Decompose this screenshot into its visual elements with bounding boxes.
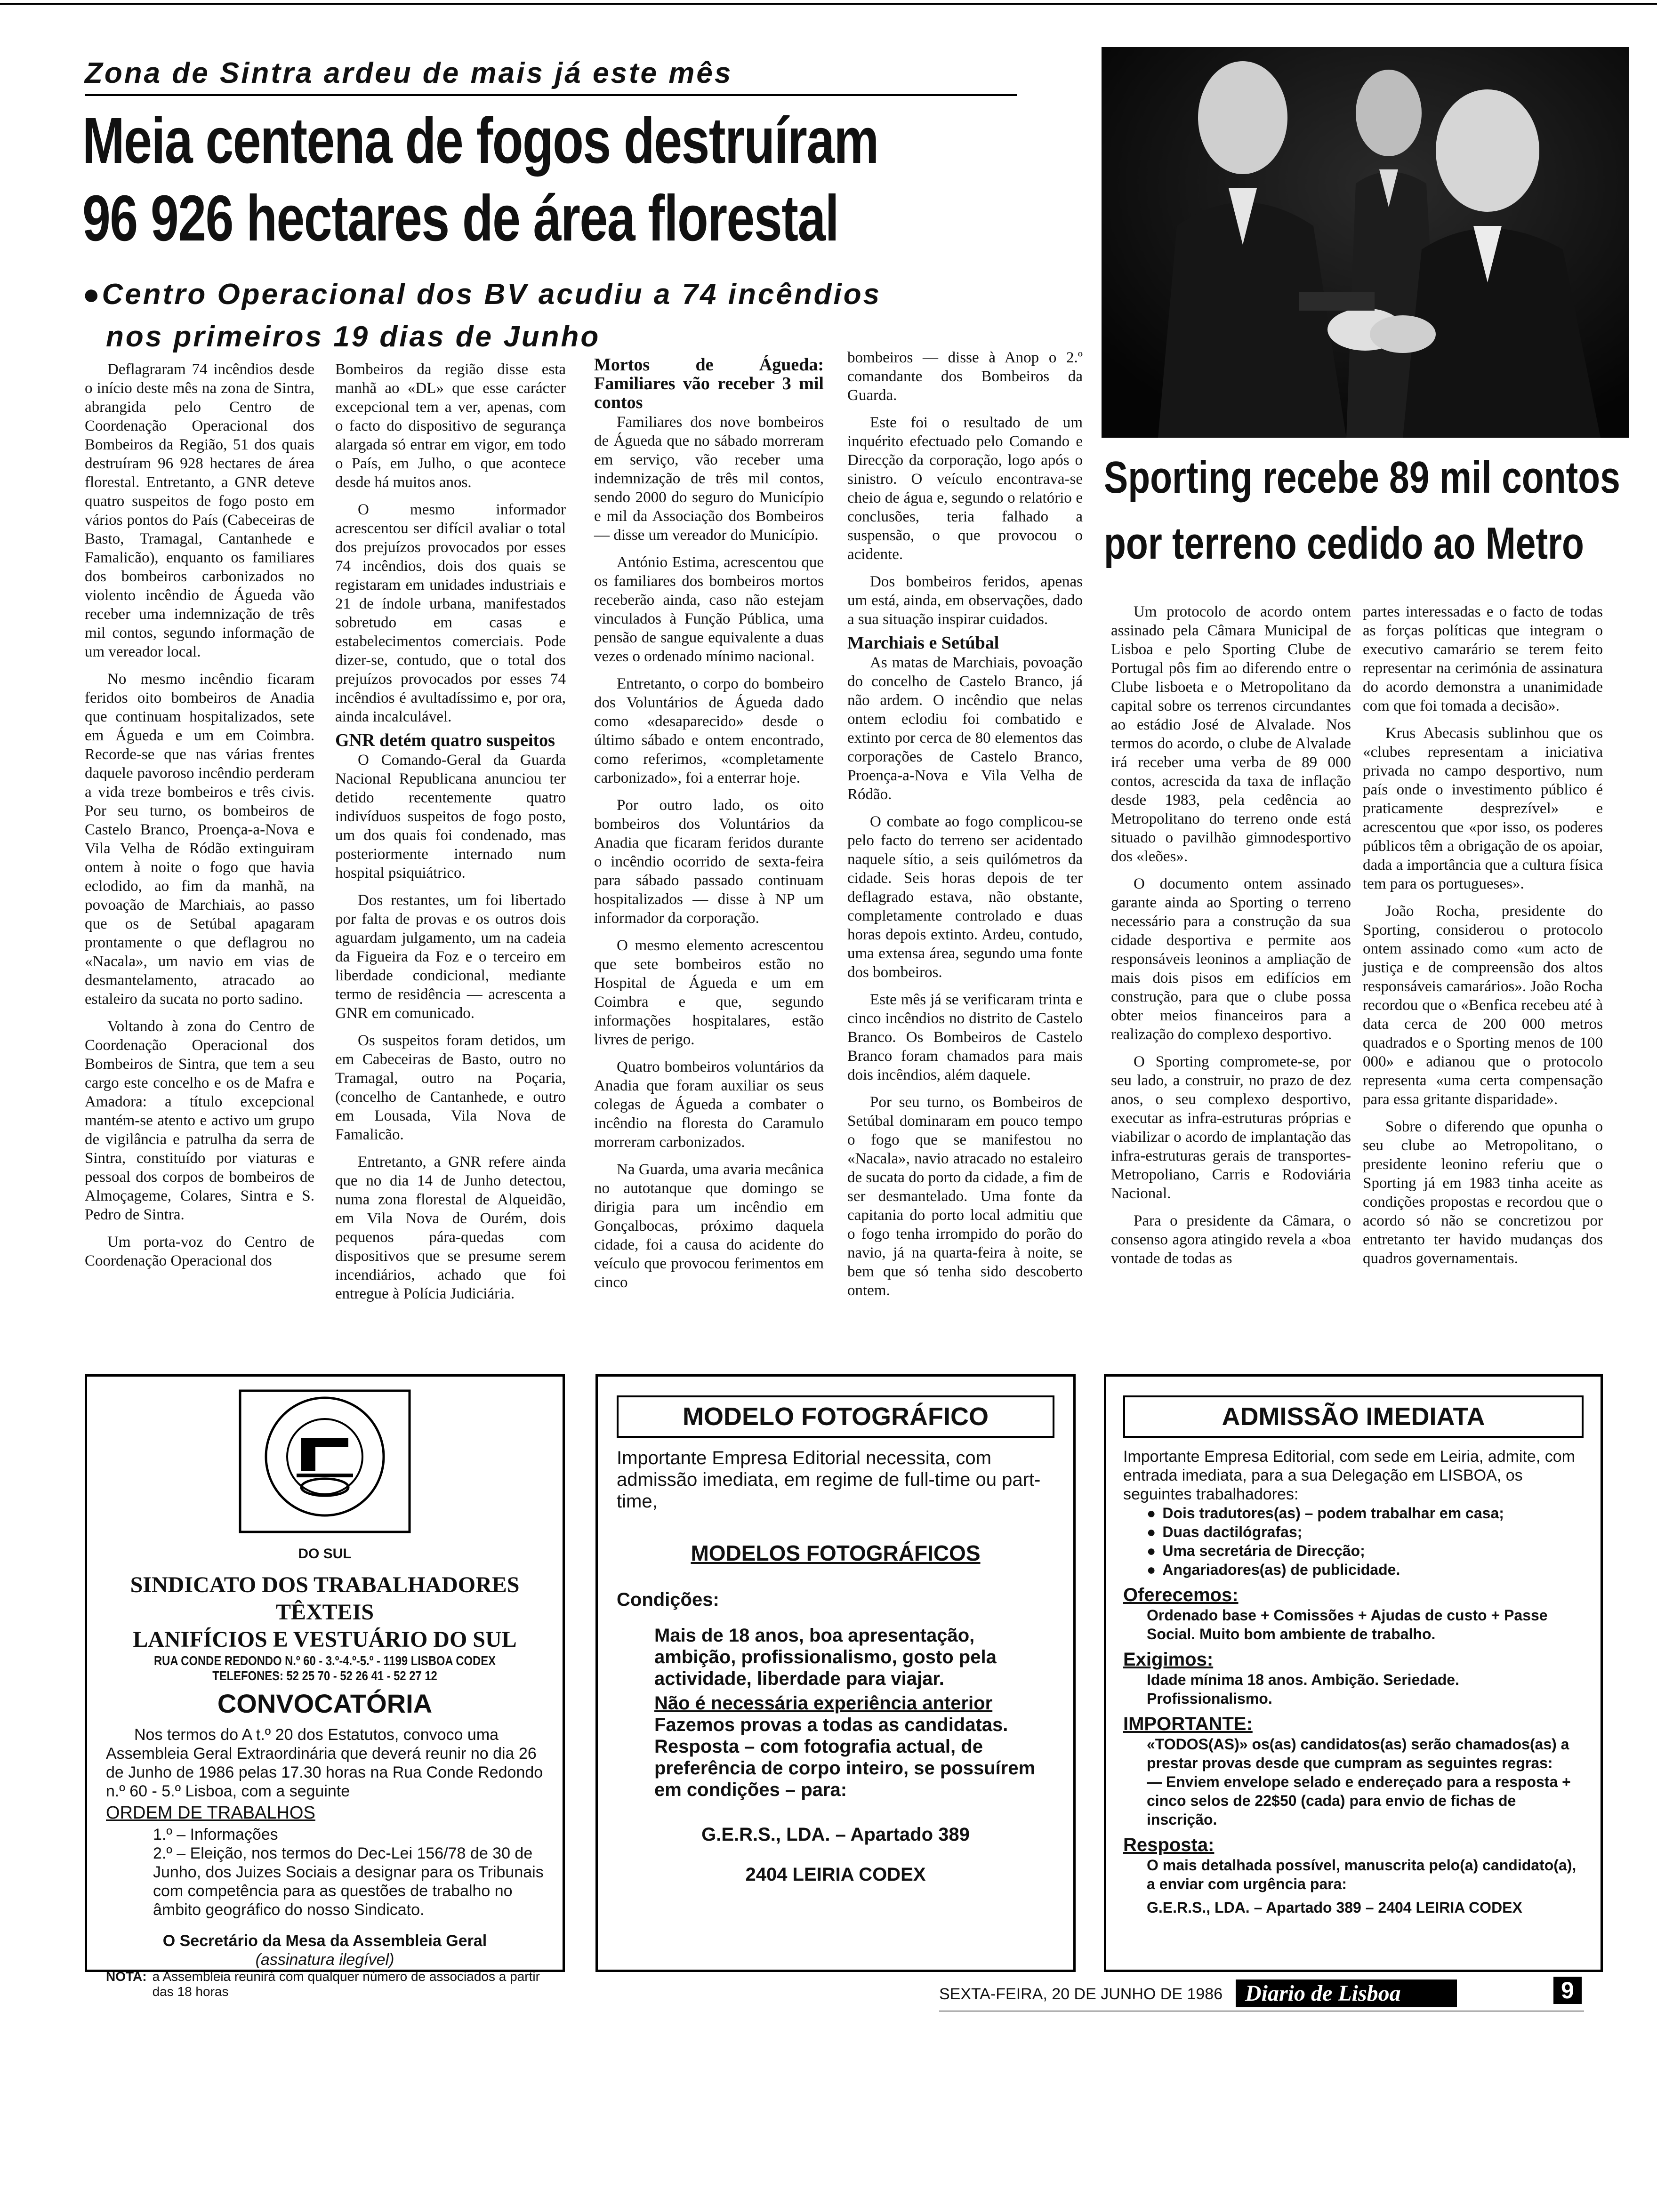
paragraph: No mesmo incêndio ficaram feridos oito bombeiros de Anadia que continuam hospitalizados, sete em Águeda e um em Coimbra. Recorde-se que nas várias frentes daquele pavoroso incêndio perderam a vida treze bombeiros e três civis. Por seu turno, os bombeiros de Castelo Branco, Proença-a-Nova e Vila Velha de Ródão extinguiram ontem à noite o fogo que havia eclodido, ao fim da manhã, na povoação de Marchiais, ao passo que os de Setúbal apagaram prontamente o que deflagrou no «Nacala», um navio em vias de desmantelamento, atracado ao estaleiro da sucata no porto sadino. [85, 671, 314, 1008]
sporting-column-1 [1111, 602, 1351, 1268]
paragraph: bombeiros — disse à Anop o 2.º comandante dos Bombeiros da Guarda. [847, 349, 1083, 404]
paragraph: Dos restantes, um foi libertado por falta de provas e os outros dois aguardam julgamento, um na cadeia da Figueira da Foz e o terceiro em liberdade condicional, mediante termo de residência — acrescenta a GNR em comunicado. [335, 892, 566, 1022]
paragraph: Por outro lado, os oito bombeiros dos Voluntários da Anadia que ficaram feridos durante o incêndio ocorrido de sexta-feira para sábado passado continuam hospitalizados — disse à NP um informador da corporação. [594, 797, 824, 927]
paragraph: O Comando-Geral da Guarda Nacional Republicana anunciou ter detido recentemente quatro indivíduos suspeitos de fogo posto, um dos quais foi condenado, mas posteriormente internado num hospital psiquiátrico. [335, 752, 566, 882]
sporting-headline-line-2: por terreno cedido ao Metro [1104, 518, 1584, 569]
paragraph: Um protocolo de acordo ontem assinado pela Câmara Municipal de Lisboa e pelo Sporting Clube de Portugal pôs fim ao diferendo entre o Clube lisboeta e o Metropolitano da capital sobre os terrenos circundantes ao estádio José de Alvalade. Nos termos do acordo, o clube de Alvalade irá receber uma verba de 89 000 contos, acrescida da taxa de inflação desde 1983, pela cedência ao Metropolitano do terreno onde está situado o pavilhão gimnodesportivo dos «leões». [1111, 603, 1351, 865]
nota-label: NOTA: [106, 1969, 147, 1984]
headline-line-2: 96 926 hectares de área florestal [82, 182, 839, 255]
signature-note: (assinatura ilegível) [255, 1951, 394, 1969]
model-title: MODELO FOTOGRÁFICO [617, 1395, 1054, 1438]
paragraph: Um porta-voz do Centro de Coordenação Operacional dos [85, 1234, 314, 1269]
offer-label: Oferecemos: [1123, 1585, 1239, 1605]
no-experience: Não é necessária experiência anterior [654, 1693, 993, 1714]
union-logo-icon [231, 1386, 419, 1546]
article-column-1 [85, 360, 314, 1270]
paragraph: Este foi o resultado de um inquérito efectuado pelo Comando e Direcção da corporação, logo após o sinistro. O veículo encontrava-se cheio de água e, segundo o relatório e conclusões, teria falhado a suspensão, o que provocou o acidente. [847, 414, 1083, 563]
paragraph: Quatro bombeiros voluntários da Anadia que foram auxiliar os seus colegas de Águeda a combater o incêndio na floresta do Caramulo morreram carbonizados. [594, 1058, 824, 1151]
model-advert [595, 1374, 1076, 1972]
paragraph: Sobre o diferendo que opunha o seu clube ao Metropolitano, o presidente leonino referiu que o Sporting já em 1983 tinha aceite as condições propostas e recordou que o acordo só não se concretizou por entretanto ter havido mudanças dos quadros governamentais. [1363, 1118, 1603, 1267]
paragraph: Este mês já se verificaram trinta e cinco incêndios no distrito de Castelo Branco. Os Bombeiros de Castelo Branco foram chamados para mais dois incêndios, além daquele. [847, 991, 1083, 1083]
order-title: ORDEM DE TRABALHOS [106, 1803, 315, 1823]
paragraph: Entretanto, a GNR refere ainda que no dia 14 de Junho detectou, numa zona florestal de Alqueidão, em Vila Nova de Ourém, dois pequenos pára-quedas com dispositivos que se presume serem incendiários, achado que foi entregue à Polícia Judiciária. [335, 1154, 566, 1302]
require-label: Exigimos: [1123, 1649, 1214, 1670]
paragraph: Dos bombeiros feridos, apenas um está, ainda, em observações, dado a sua situação inspirar cuidados. [847, 573, 1083, 628]
nota-text: a Assembleia reunirá com qualquer número de associados a partir das 18 horas [152, 1969, 540, 1999]
paragraph: Na Guarda, uma avaria mecânica no autotanque que domingo se dirigia para um incêndio em Gonçalbocas, próximo daquela cidade, foi a causa do acidente do veículo que provocou ferimentos em cinco [594, 1161, 824, 1291]
list-item: ● Angariadores(as) de publicidade. [1166, 1560, 1584, 1579]
article-column-4 [847, 348, 1083, 1300]
masthead: Diario de Lisboa [1236, 1980, 1457, 2007]
union-address: RUA CONDE REDONDO N.º 60 - 3.º-4.º-5.º - 1199 LISBOA CODEX [153, 1653, 496, 1668]
hire-title: ADMISSÃO IMEDIATA [1123, 1395, 1584, 1438]
important-text-2: — Enviem envelope selado e endereçado para a resposta + cinco selos de 22$50 (cada) para envio de fichas de inscrição. [1147, 1773, 1571, 1828]
union-name-2: LANIFÍCIOS E VESTUÁRIO DO SUL [133, 1627, 517, 1652]
order-item-1: 1.º – Informações [153, 1826, 278, 1843]
section-heading: Marchiais e Setúbal [847, 633, 999, 653]
section-heading: GNR detém quatro suspeitos [335, 730, 555, 750]
conditions-text: Mais de 18 anos, boa apresentação, ambição, profissionalismo, gosto pela actividade, liberdade para viajar. [654, 1625, 997, 1689]
article-column-2 [335, 360, 566, 1303]
logo-text-bottom: DO SUL [298, 1546, 352, 1562]
list-item: ● Dois tradutores(as) – podem trabalhar em casa; [1166, 1504, 1584, 1523]
union-advert [85, 1374, 565, 1999]
news-photo [1102, 47, 1629, 438]
model-subtitle: MODELOS FOTOGRÁFICOS [691, 1541, 981, 1565]
model-address-1: G.E.R.S., LDA. – Apartado 389 [701, 1824, 970, 1845]
convocatoria-body: Nos termos do A t.º 20 dos Estatutos, convoco uma Assembleia Geral Extraordinária que deverá reunir no dia 26 de Junho de 1986 pelas 17.30 horas na Rua Conde Redondo n.º 60 - 5.º Lisboa, com a seguinte [106, 1726, 543, 1800]
conditions-label: Condições: [617, 1589, 719, 1610]
paragraph: Voltando à zona do Centro de Coordenação Operacional dos Bombeiros de Sintra, que tem a seu cargo este concelho e os de Mafra e Amadora: a título excepcional mantém-se atento e activo um grupo de vigilância e patrulha da serra de Sintra, constituído por viaturas e pessoal dos corpos de bombeiros de Almoçageme, Colares, Sintra e S. Pedro de Sintra. [85, 1018, 314, 1223]
subhead-line-1: ●Centro Operacional dos BV acudiu a 74 incêndios [82, 278, 882, 311]
require-text: Idade mínima 18 anos. Ambição. Seriedade. Profissionalismo. [1147, 1671, 1459, 1707]
paragraph: Bombeiros da região disse esta manhã ao «DL» que esse carácter excepcional tem a ver, apenas, com o facto do dispositivo de segurança alargada só entrar em vigor, em todo o País, em Julho, o que acontece desde há muitos anos. [335, 361, 566, 491]
hire-positions-list [1123, 1504, 1584, 1579]
handshake-photo-illustration [1102, 47, 1629, 438]
kicker-underline [85, 94, 1017, 96]
hire-reply-label: Resposta: [1123, 1835, 1215, 1855]
section-heading: Mortos de Águeda: Familiares vão receber 3 mil contos [594, 355, 824, 412]
paragraph: Entretanto, o corpo do bombeiro dos Voluntários de Águeda dado como «desaparecido» desde o último sábado e ontem encontrado, como referimos, «completamente carbonizado», foi a enterrar hoje. [594, 675, 824, 786]
reply-line: Resposta – com fotografia actual, de preferência de corpo inteiro, se possuírem em condições – para: [654, 1736, 1036, 1800]
paragraph: As matas de Marchiais, povoação do concelho de Castelo Branco, já não ardem. O incêndio que nelas ontem eclodiu foi combatido e extinto por cerca de 80 elementos das corporações de Castelo Branco, Proença-a-Nova e Vila Velha de Ródão. [847, 654, 1083, 803]
footer-rule [939, 2011, 1584, 2012]
paragraph: Os suspeitos foram detidos, um em Cabeceiras de Basto, outro no Tramagal, outro na Poçaria, (concelho de Cantanhede, e outro em Lousada, Vila Nova de Famalicão. [335, 1032, 566, 1143]
bullet-icon: ● [82, 278, 102, 311]
paragraph: partes interessadas e o facto de todas as forças políticas que integram o executivo camarário se terem feito representar na cerimónia de assinatura do acordo demonstra a unanimidade com que foi tomada a decisão». [1363, 603, 1603, 714]
signature-line: O Secretário da Mesa da Assembleia Geral [162, 1932, 487, 1950]
headline-line-1: Meia centena de fogos destruíram [82, 104, 878, 177]
issue-date: SEXTA-FEIRA, 20 DE JUNHO DE 1986 [939, 1985, 1223, 2003]
union-phones: TELEFONES: 52 25 70 - 52 26 41 - 52 27 12 [212, 1668, 437, 1683]
order-item-2: 2.º – Eleição, nos termos do Dec-Lei 156/78 de 30 de Junho, dos Juizes Sociais a designar para os Tribunais com competência para as questões de trabalho no âmbito geográfico do nosso Sindicato. [153, 1844, 544, 1919]
model-address-2: 2404 LEIRIA CODEX [745, 1864, 926, 1885]
proofs-line: Fazemos provas a todas as candidatas. [654, 1715, 1008, 1735]
important-label: IMPORTANTE: [1123, 1714, 1253, 1734]
convocatoria-title: CONVOCATÓRIA [217, 1689, 433, 1718]
paragraph: Deflagraram 74 incêndios desde o início deste mês na zona de Sintra, abrangida pelo Centro de Coordenação Operacional dos Bombeiros da Região, 51 dos quais destruíram 96 928 hectares de área florestal. Entretanto, a GNR deteve quatro suspeitos de fogo posto em vários pontos do País (Cabeceiras de Basto, Tramagal, Cantanhede e Famalicão), enquanto os familiares dos bombeiros carbonizados no violento incêndio de Águeda vão receber uma indemnização de três mil contos, segundo informação de um vereador local. [85, 361, 314, 660]
paragraph: João Rocha, presidente do Sporting, considerou o protocolo ontem assinado como «um acto de justiça e de compreensão dos altos responsáveis camarários». João Rocha recordou que o «Benfica recebeu até à data cerca de 200 000 metros quadrados e o Sporting menos de 100 000» e adianou que o protocolo representa «uma certa compensação para essa gritante disparidade». [1363, 903, 1603, 1108]
page-number: 9 [1553, 1977, 1582, 2004]
article-kicker: Zona de Sintra ardeu de mais já este mês [85, 57, 733, 89]
union-name-1: SINDICATO DOS TRABALHADORES TÊXTEIS [130, 1572, 520, 1625]
paragraph: O combate ao fogo complicou-se pelo facto do terreno ser acidentado naquele sítio, a seis quilómetros da cidade. Seis horas depois de ter deflagrado estava, não obstante, completamente controlado e duas horas depois extinto. Ardeu, contudo, uma extensa área, segundo uma fonte dos bombeiros. [847, 813, 1083, 981]
paragraph: O mesmo informador acrescentou ser difícil avaliar o total dos prejuízos provocados por esses 74 incêndios, dois dos quais se registaram em unidades industriais e 21 de índole urbana, manifestados sobretudo em casas e estabelecimentos comerciais. Pode dizer-se, contudo, que o total dos prejuízos provocados por esses 74 incêndios é avultadíssimo e, por ora, ainda incalculável. [335, 501, 566, 725]
sporting-headline-line-1: Sporting recebe 89 mil contos [1104, 452, 1620, 503]
paragraph: Krus Abecasis sublinhou que os «clubes representam a iniciativa privada no campo desportivo, num país onde o investimento público é praticamente desprezível» e acrescentou que «por isso, os poderes públicos têm a obrigação de os apoiar, dada a importância que a cultura física tem para os portugueses». [1363, 725, 1603, 892]
model-intro: Importante Empresa Editorial necessita, com admissão imediata, em regime de full-time ou part-time, [617, 1448, 1041, 1512]
hire-reply-text: O mais detalhada possível, manuscrita pelo(a) candidato(a), a enviar com urgência para: [1147, 1857, 1577, 1892]
important-text: «TODOS(AS)» os(as) candidatos(as) serão chamados(as) a prestar provas desde que cumpram as seguintes regras: [1147, 1736, 1569, 1771]
list-item: ● Uma secretária de Direcção; [1166, 1541, 1584, 1560]
article-column-3 [594, 351, 824, 1292]
paragraph: Para o presidente da Câmara, o consenso agora atingido revela a «boa vontade de todas as [1111, 1212, 1351, 1267]
paragraph: António Estima, acrescentou que os familiares dos bombeiros mortos receberão ainda, caso não estejam vinculados à Função Pública, uma pensão de sangue equivalente a duas vezes o ordenado mínimo nacional. [594, 554, 824, 665]
paragraph: O Sporting compromete-se, por seu lado, a construir, no prazo de dez anos, o seu complexo desportivo, executar as infra-estruturas próprias e viabilizar o acordo de implantação das infra-estruturas gerais de transportes-Metropoliano, Carris e Rodoviária Nacional. [1111, 1053, 1351, 1202]
hire-address: G.E.R.S., LDA. – Apartado 389 – 2404 LEIRIA CODEX [1147, 1899, 1522, 1916]
hire-intro: Importante Empresa Editorial, com sede em Leiria, admite, com entrada imediata, para a sua Delegação em LISBOA, os seguintes trabalhadores: [1123, 1448, 1575, 1503]
paragraph: Por seu turno, os Bombeiros de Setúbal dominaram em pouco tempo o fogo que se manifestou no «Nacala», navio atracado no estaleiro de sucata do porto da cidade, a fim de ser desmantelado. Uma fonte da capitania do porto local admitiu que o fogo tenha irrompido do porão do navio, já na quarta-feira à noite, se bem que só tenha sido descoberto ontem. [847, 1094, 1083, 1299]
offer-text: Ordenado base + Comissões + Ajudas de custo + Passe Social. Muito bom ambiente de trabalho. [1147, 1607, 1548, 1643]
paragraph: O mesmo elemento acrescentou que sete bombeiros estão no Hospital de Águeda e um em Coimbra e que, segundo informações hospitalares, estão livres de perigo. [594, 937, 824, 1048]
list-item: ● Duas dactilógrafas; [1166, 1523, 1584, 1541]
top-rule [0, 3, 1657, 5]
paragraph: Familiares dos nove bombeiros de Águeda que no sábado morreram em serviço, vão receber uma indemnização de três mil contos, sendo 2000 do seguro do Município e mil da Associação dos Bombeiros — disse um vereador do Município. [594, 414, 824, 544]
hire-advert [1104, 1374, 1603, 1972]
paragraph: O documento ontem assinado garante ainda ao Sporting o terreno necessário para a construção da sua cidade desportiva e permite aos responsáveis leoninos a ampliação de mais dois pisos em edifícios em construção, para que o clube possa obter meios financeiros para a realização do complexo desportivo. [1111, 875, 1351, 1043]
subhead-line-2: nos primeiros 19 dias de Junho [106, 321, 601, 353]
sporting-column-2 [1363, 602, 1603, 1268]
nota [106, 1969, 544, 1999]
